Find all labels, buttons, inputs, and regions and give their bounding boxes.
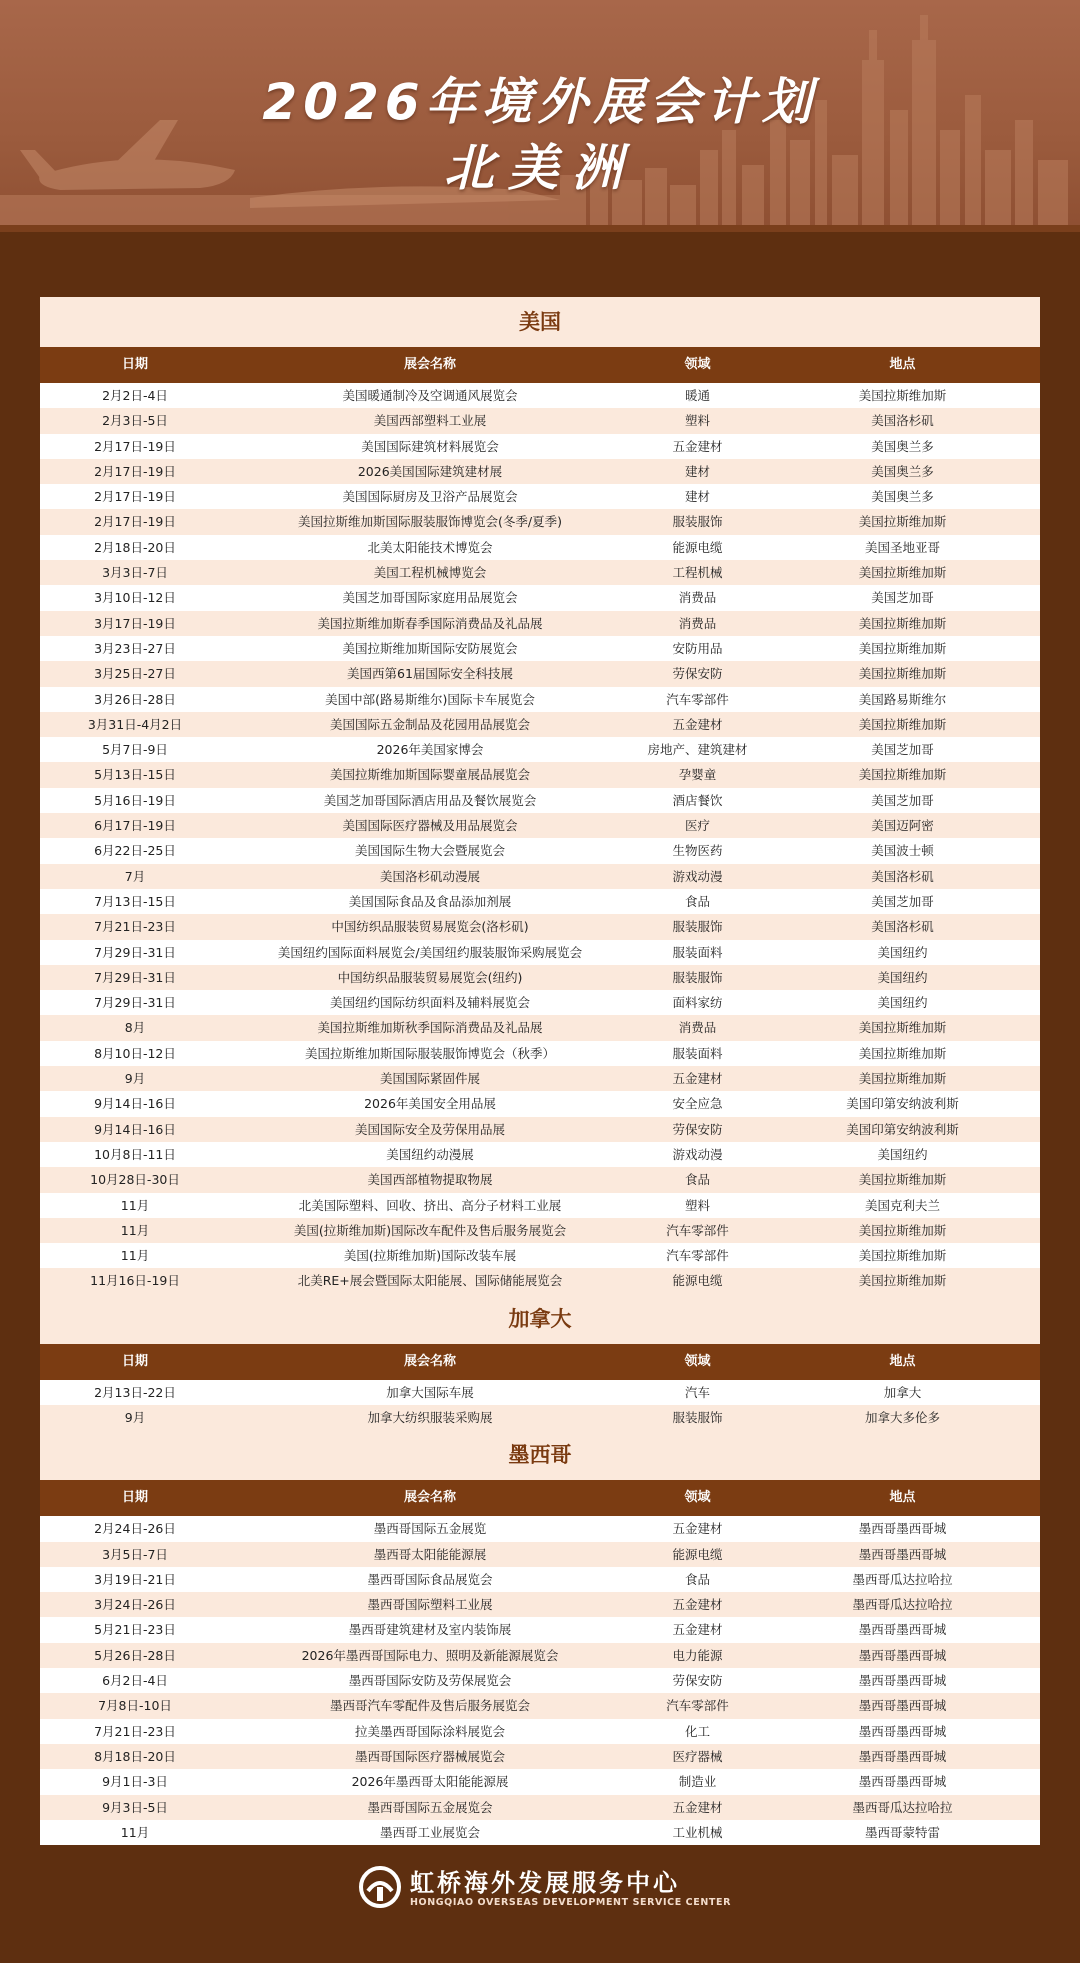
field-cell: 制造业 [678,1774,717,1790]
column-header: 领域 [684,357,711,372]
location-cell: 墨西哥墨西哥城 [858,1647,947,1663]
table-row [40,408,1040,433]
exhibition-name-cell: 美国中部(路易斯维尔)国际卡车展览会 [325,691,535,707]
table-row [40,813,1040,838]
table-row [40,1193,1040,1218]
exhibition-name-cell: 2026年美国安全用品展 [364,1096,496,1112]
table-row [40,636,1040,661]
date-cell: 11月 [120,1248,150,1264]
date-cell: 11月16日-19日 [90,1273,180,1289]
location-cell: 美国拉斯维加斯 [858,1020,947,1036]
date-cell: 9月14日-16日 [94,1096,176,1112]
column-header: 展会名称 [403,357,456,372]
location-cell: 美国印第安纳波利斯 [846,1121,959,1137]
location-cell: 美国拉斯维加斯 [858,1045,947,1061]
column-header: 日期 [121,357,148,372]
field-cell: 汽车零部件 [666,1698,729,1714]
column-header: 领域 [684,1353,711,1369]
location-cell: 墨西哥墨西哥城 [858,1622,947,1638]
location-cell: 美国纽约 [877,969,928,985]
location-cell: 美国拉斯维加斯 [858,767,947,783]
table-row [40,1617,1040,1642]
location-cell: 美国芝加哥 [871,742,934,758]
location-cell: 美国拉斯维加斯 [858,1071,947,1087]
field-cell: 塑料 [684,413,710,429]
location-cell: 美国拉斯维加斯 [858,1273,947,1289]
column-header: 领域 [684,1490,711,1506]
location-cell: 加拿大多伦多 [864,1409,940,1425]
table-row [40,1142,1040,1167]
field-cell: 服装服饰 [672,969,723,985]
date-cell: 8月18日-20日 [94,1748,176,1764]
exhibition-name-cell: 北美RE+展会暨国际太阳能展、国际储能展览会 [297,1273,563,1289]
location-cell: 美国拉斯维加斯 [858,666,947,682]
field-cell: 服装服饰 [672,514,723,530]
exhibition-name-cell: 2026年墨西哥国际电力、照明及新能源展览会 [301,1647,559,1663]
date-cell: 9月14日-16日 [94,1121,176,1137]
field-cell: 医疗 [684,818,710,834]
exhibition-name-cell: 美国国际生物大会暨展览会 [354,843,505,859]
column-header: 地点 [889,1353,916,1369]
column-header: 日期 [121,1490,148,1506]
location-cell: 墨西哥蒙特雷 [864,1824,940,1840]
location-cell: 加拿大 [883,1384,922,1400]
table-row [40,585,1040,610]
table-row [40,1066,1040,1091]
field-cell: 五金建材 [672,1622,723,1638]
location-cell: 美国洛杉矶 [871,868,934,884]
field-cell: 医疗器械 [672,1748,723,1764]
location-cell: 墨西哥瓜达拉哈拉 [852,1571,953,1587]
exhibition-name-cell: 墨西哥国际食品展览会 [367,1571,493,1587]
date-cell: 5月13日-15日 [94,767,176,783]
location-cell: 墨西哥墨西哥城 [858,1546,947,1562]
table-row [40,1592,1040,1617]
date-cell: 3月17日-19日 [94,615,176,631]
exhibition-name-cell: 美国国际医疗器械及用品展览会 [342,818,518,834]
date-cell: 6月17日-19日 [94,818,176,834]
date-cell: 3月25日-27日 [94,666,176,682]
table-header-row [40,347,1040,383]
field-cell: 能源电缆 [672,1546,723,1562]
exhibition-name-cell: 2026年墨西哥太阳能能源展 [351,1774,509,1790]
field-cell: 游戏动漫 [672,868,723,884]
field-cell: 服装服饰 [672,1409,723,1425]
page-title: 2026年境外展会计划 [262,73,818,131]
date-cell: 7月 [124,868,146,884]
field-cell: 消费品 [678,615,717,631]
table-row [40,1567,1040,1592]
exhibition-name-cell: 中国纺织品服装贸易展览会(洛杉矶) [331,919,529,935]
exhibition-name-cell: 2026美国国际建筑建材展 [357,463,503,479]
exhibition-name-cell: 墨西哥建筑建材及室内装饰展 [348,1622,512,1638]
location-cell: 美国纽约 [877,1146,928,1162]
date-cell: 7月29日-31日 [94,969,176,985]
section-title: 加拿大 [40,1294,1040,1344]
date-cell: 11月 [120,1222,150,1238]
table-row [40,1643,1040,1668]
field-cell: 汽车 [684,1384,710,1400]
exhibition-name-cell: 美国纽约动漫展 [386,1146,474,1162]
location-cell: 墨西哥墨西哥城 [858,1748,947,1764]
date-cell: 6月2日-4日 [102,1673,168,1689]
exhibition-name-cell: 墨西哥国际五金展览 [373,1521,487,1537]
exhibition-name-cell: 中国纺织品服装贸易展览会(纽约) [337,969,523,985]
table-header-row [40,1480,1040,1516]
footer [0,1855,1080,1925]
date-cell: 9月3日-5日 [102,1799,168,1815]
location-cell: 美国拉斯维加斯 [858,1222,947,1238]
field-cell: 工业机械 [672,1824,723,1840]
location-cell: 墨西哥墨西哥城 [858,1698,947,1714]
exhibition-name-cell: 美国拉斯维加斯国际服装服饰博览会(冬季/夏季) [298,514,562,530]
exhibition-name-cell: 美国芝加哥国际家庭用品展览会 [342,590,518,606]
header-banner [0,0,1080,232]
date-cell: 7月29日-31日 [94,995,176,1011]
table-row [40,1268,1040,1293]
field-cell: 游戏动漫 [672,1146,723,1162]
location-cell: 墨西哥瓜达拉哈拉 [852,1597,953,1613]
location-cell: 美国圣地亚哥 [864,539,940,555]
location-cell: 美国拉斯维加斯 [858,388,947,403]
date-cell: 3月23日-27日 [94,640,176,656]
exhibition-name-cell: 美国国际食品及食品添加剂展 [348,893,512,909]
date-cell: 5月21日-23日 [94,1622,176,1638]
field-cell: 房地产、建筑建材 [647,742,748,758]
table-row [40,712,1040,737]
location-cell: 美国迈阿密 [871,818,934,834]
location-cell: 美国芝加哥 [871,893,934,909]
field-cell: 食品 [684,893,710,909]
table-row [40,1380,1040,1405]
date-cell: 8月 [124,1020,146,1036]
table-row [40,1041,1040,1066]
field-cell: 电力能源 [672,1647,723,1663]
exhibition-name-cell: 2026年美国家博会 [376,742,484,758]
column-header: 地点 [889,1490,916,1506]
location-cell: 美国路易斯维尔 [858,691,947,707]
table-row [40,611,1040,636]
table-row [40,1091,1040,1116]
location-cell: 美国纽约 [877,995,928,1011]
date-cell: 7月8日-10日 [98,1698,172,1714]
field-cell: 能源电缆 [672,1273,723,1289]
column-header: 展会名称 [403,1490,456,1506]
table-row [40,940,1040,965]
field-cell: 食品 [684,1172,710,1188]
location-cell: 美国拉斯维加斯 [858,514,947,530]
exhibition-name-cell: 美国国际安全及劳保用品展 [354,1121,505,1137]
table-row [40,1218,1040,1243]
exhibition-name-cell: 美国工程机械博览会 [373,565,487,581]
table-row [40,914,1040,939]
field-cell: 消费品 [678,590,717,606]
field-cell: 安防用品 [672,640,723,656]
date-cell: 7月21日-23日 [94,919,176,935]
field-cell: 五金建材 [672,716,723,732]
date-cell: 10月28日-30日 [90,1172,180,1188]
date-cell: 9月 [124,1409,146,1425]
field-cell: 孕婴童 [678,767,717,783]
field-cell: 酒店餐饮 [672,792,723,808]
exhibition-name-cell: 美国(拉斯维加斯)国际改装车展 [343,1248,517,1264]
location-cell: 美国奥兰多 [871,438,934,454]
date-cell: 7月29日-31日 [94,944,176,960]
table-row [40,1015,1040,1040]
field-cell: 塑料 [684,1197,710,1213]
table-row [40,1820,1040,1845]
section-2 [40,1430,1040,1845]
table-row [40,1542,1040,1567]
section-1 [40,1294,1040,1431]
table-row [40,1167,1040,1192]
date-cell: 2月3日-5日 [102,413,168,429]
location-cell: 美国芝加哥 [871,792,934,808]
table-row [40,1668,1040,1693]
exhibition-name-cell: 墨西哥国际安防及劳保展览会 [348,1673,512,1689]
location-cell: 美国拉斯维加斯 [858,640,947,656]
table-row [40,1516,1040,1541]
table-row [40,864,1040,889]
field-cell: 暖通 [684,388,710,403]
date-cell: 2月18日-20日 [94,539,176,555]
banner-divider [0,225,1080,232]
field-cell: 工程机械 [672,565,723,581]
location-cell: 美国拉斯维加斯 [858,716,947,732]
section-0 [40,297,1040,1294]
field-cell: 食品 [684,1571,710,1587]
field-cell: 五金建材 [672,438,723,454]
field-cell: 汽车零部件 [666,1222,729,1238]
date-cell: 7月21日-23日 [94,1723,176,1739]
location-cell: 美国拉斯维加斯 [858,1248,947,1264]
field-cell: 消费品 [678,1020,717,1036]
location-cell: 美国拉斯维加斯 [858,615,947,631]
date-cell: 10月8日-11日 [94,1146,176,1162]
date-cell: 2月17日-19日 [94,438,176,454]
exhibition-name-cell: 美国国际紧固件展 [379,1071,480,1087]
org-name-cn: 虹桥海外发展服务中心 [410,1869,680,1897]
date-cell: 5月7日-9日 [102,742,168,758]
location-cell: 墨西哥墨西哥城 [858,1774,947,1790]
field-cell: 汽车零部件 [666,691,729,707]
exhibition-name-cell: 北美国际塑料、回收、挤出、高分子材料工业展 [298,1197,562,1213]
date-cell: 2月24日-26日 [94,1521,176,1537]
date-cell: 2月17日-19日 [94,514,176,530]
date-cell: 3月10日-12日 [94,590,176,606]
table-row [40,661,1040,686]
table-row [40,889,1040,914]
column-header: 地点 [889,357,916,372]
field-cell: 劳保安防 [672,666,723,682]
exhibition-name-cell: 美国拉斯维加斯国际服装服饰博览会（秋季） [304,1045,555,1061]
date-cell: 3月26日-28日 [94,691,176,707]
page-subtitle: 北美洲 [444,139,636,197]
field-cell: 建材 [684,463,710,479]
section-title: 墨西哥 [40,1430,1040,1480]
date-cell: 9月1日-3日 [102,1774,168,1790]
field-cell: 服装面料 [672,944,723,960]
field-cell: 服装服饰 [672,919,723,935]
date-cell: 9月 [124,1071,146,1087]
exhibition-name-cell: 墨西哥工业展览会 [379,1824,480,1840]
location-cell: 美国洛杉矶 [871,919,934,935]
location-cell: 美国克利夫兰 [864,1197,940,1213]
exhibition-name-cell: 美国拉斯维加斯春季国际消费品及礼品展 [317,615,543,631]
exhibition-name-cell: 墨西哥国际塑料工业展 [367,1597,493,1613]
date-cell: 3月5日-7日 [102,1546,168,1562]
exhibition-name-cell: 美国芝加哥国际酒店用品及餐饮展览会 [323,792,537,808]
field-cell: 劳保安防 [672,1673,723,1689]
location-cell: 墨西哥墨西哥城 [858,1521,947,1537]
table-row [40,1744,1040,1769]
date-cell: 2月2日-4日 [102,388,168,403]
field-cell: 生物医药 [672,843,723,859]
field-cell: 安全应急 [672,1096,723,1112]
date-cell: 11月 [120,1197,150,1213]
field-cell: 服装面料 [672,1045,723,1061]
field-cell: 劳保安防 [672,1121,723,1137]
table-row [40,1243,1040,1268]
exhibition-name-cell: 拉美墨西哥国际涂料展览会 [354,1723,505,1739]
exhibition-name-cell: 墨西哥国际医疗器械展览会 [354,1748,505,1764]
date-cell: 2月17日-19日 [94,489,176,505]
table-row [40,1693,1040,1718]
location-cell: 墨西哥瓜达拉哈拉 [852,1799,953,1815]
exhibition-name-cell: 美国暖通制冷及空调通风展览会 [342,388,518,403]
table-row [40,484,1040,509]
hongqiao-logo-icon [358,1865,402,1909]
date-cell: 11月 [120,1824,150,1840]
location-cell: 美国洛杉矶 [871,413,934,429]
date-cell: 3月24日-26日 [94,1597,176,1613]
table-row [40,1769,1040,1794]
exhibition-name-cell: 美国西第61届国际安全科技展 [347,666,513,682]
exhibition-name-cell: 墨西哥汽车零配件及售后服务展览会 [329,1698,530,1714]
table-row [40,383,1040,408]
exhibition-name-cell: 美国国际五金制品及花园用品展览会 [329,716,530,732]
table-row [40,737,1040,762]
org-name-en: HONGQIAO OVERSEAS DEVELOPMENT SERVICE CENTER [410,1897,731,1908]
exhibition-name-cell: 美国(拉斯维加斯)国际改车配件及售后服务展览会 [293,1222,567,1238]
location-cell: 美国波士顿 [871,843,934,859]
exhibition-name-cell: 墨西哥太阳能能源展 [373,1546,487,1562]
field-cell: 面料家纺 [672,995,723,1011]
exhibition-name-cell: 美国西部塑料工业展 [373,413,487,429]
table-row [40,762,1040,787]
date-cell: 3月3日-7日 [102,565,168,581]
exhibition-name-cell: 加拿大纺织服装采购展 [367,1409,493,1425]
field-cell: 五金建材 [672,1799,723,1815]
field-cell: 化工 [684,1723,710,1739]
table-row [40,687,1040,712]
location-cell: 美国奥兰多 [871,463,934,479]
table-row [40,788,1040,813]
location-cell: 墨西哥墨西哥城 [858,1723,947,1739]
table-row [40,1719,1040,1744]
table-row [40,838,1040,863]
column-header: 展会名称 [403,1353,456,1369]
date-cell: 3月31日-4月2日 [87,716,183,732]
table-row [40,1405,1040,1430]
date-cell: 7月13日-15日 [94,893,176,909]
location-cell: 美国拉斯维加斯 [858,1172,947,1188]
exhibition-name-cell: 北美太阳能技术博览会 [367,539,493,555]
section-title: 美国 [40,297,1040,347]
exhibition-name-cell: 美国洛杉矶动漫展 [379,868,480,884]
exhibition-name-cell: 美国国际厨房及卫浴产品展览会 [342,489,518,505]
table-row [40,509,1040,534]
table-row [40,1795,1040,1820]
exhibition-name-cell: 美国纽约国际面料展览会/美国纽约服装服饰采购展览会 [277,944,583,960]
date-cell: 2月17日-19日 [94,463,176,479]
table-row [40,434,1040,459]
location-cell: 墨西哥墨西哥城 [858,1673,947,1689]
date-cell: 5月16日-19日 [94,792,176,808]
location-cell: 美国纽约 [877,944,928,960]
table-row [40,965,1040,990]
location-cell: 美国拉斯维加斯 [858,565,947,581]
location-cell: 美国印第安纳波利斯 [846,1096,959,1112]
exhibition-name-cell: 美国拉斯维加斯国际婴童展品展览会 [329,767,530,783]
exhibition-name-cell: 美国纽约国际纺织面料及辅料展览会 [329,995,530,1011]
field-cell: 五金建材 [672,1071,723,1087]
exhibition-name-cell: 美国拉斯维加斯国际安防展览会 [342,640,518,656]
date-cell: 8月10日-12日 [94,1045,176,1061]
date-cell: 3月19日-21日 [94,1571,176,1587]
field-cell: 汽车零部件 [666,1248,729,1264]
field-cell: 五金建材 [672,1521,723,1537]
table-row [40,1117,1040,1142]
exhibition-name-cell: 美国拉斯维加斯秋季国际消费品及礼品展 [317,1020,543,1036]
table-row [40,560,1040,585]
location-cell: 美国芝加哥 [871,590,934,606]
exhibition-schedule-table [40,297,1040,1845]
exhibition-name-cell: 加拿大国际车展 [386,1384,474,1400]
field-cell: 建材 [684,489,710,505]
location-cell: 美国奥兰多 [871,489,934,505]
date-cell: 5月26日-28日 [94,1647,176,1663]
column-header: 日期 [121,1353,148,1369]
table-row [40,535,1040,560]
date-cell: 6月22日-25日 [94,843,176,859]
exhibition-name-cell: 墨西哥国际五金展览会 [367,1799,493,1815]
date-cell: 2月13日-22日 [94,1384,176,1400]
field-cell: 能源电缆 [672,539,723,555]
exhibition-name-cell: 美国西部植物提取物展 [367,1172,493,1188]
table-header-row [40,1344,1040,1380]
table-row [40,990,1040,1015]
table-row [40,459,1040,484]
exhibition-name-cell: 美国国际建筑材料展览会 [361,438,499,454]
field-cell: 五金建材 [672,1597,723,1613]
